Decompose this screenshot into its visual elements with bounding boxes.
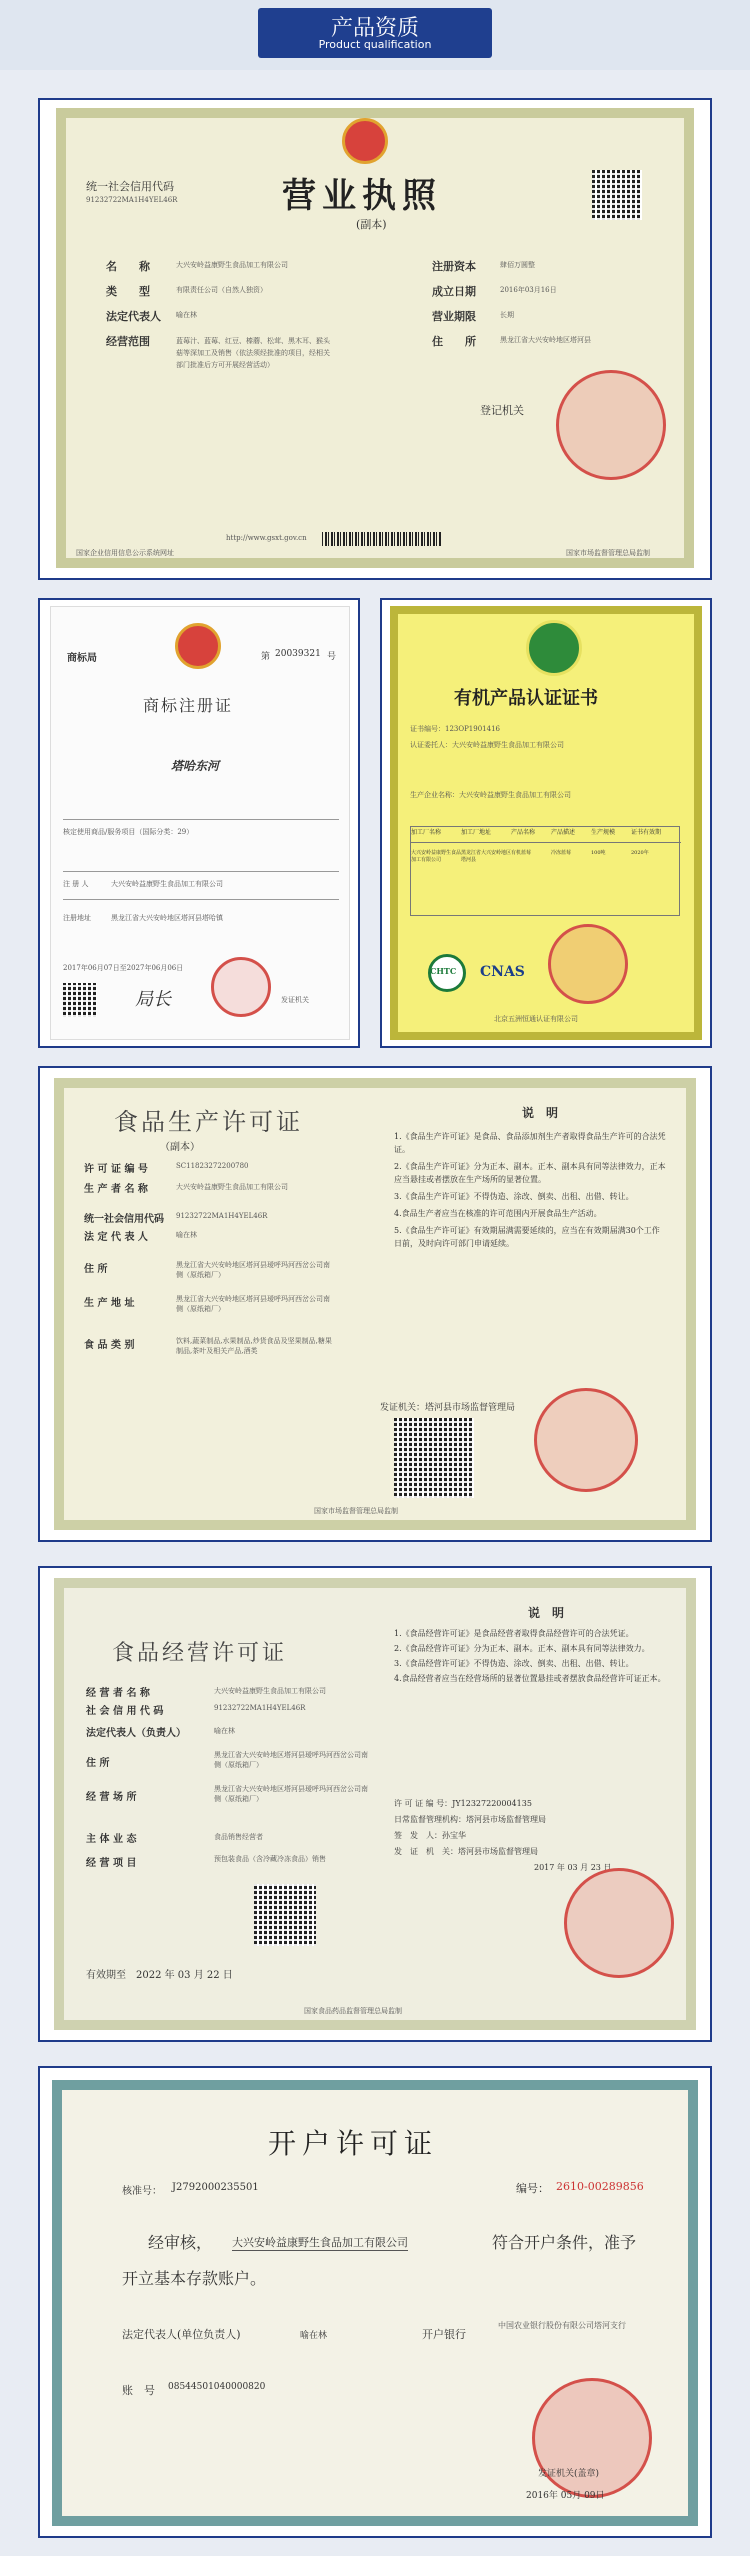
barcode <box>322 532 442 546</box>
organic-td: 冷冻蓝莓 <box>551 850 572 856</box>
business-row-label: 主 体 业 态 <box>86 1834 137 1845</box>
business-notes <box>394 1628 666 1685</box>
divider <box>63 871 339 872</box>
license-name-label: 名 称 <box>106 260 150 273</box>
bank-approval-value: J2792000235501 <box>172 2182 259 2193</box>
production-license <box>54 1078 696 1530</box>
production-note: 4.食品生产者应当在核准的许可范围内开展食品生产活动。 <box>394 1209 602 1218</box>
bank-seal <box>532 2378 652 2498</box>
trademark-emblem <box>175 623 221 669</box>
production-row-value: 黑龙江省大兴安岭地区塔河县瑷呼玛河西岔公司南侧（原纸箱厂） <box>176 1295 330 1313</box>
business-row-label: 住 所 <box>86 1758 110 1769</box>
production-row-label: 生 产 者 名 称 <box>84 1184 148 1195</box>
organic-td: 有机蓝莓 <box>511 850 532 856</box>
business-row-value: 预包装食品（含冷藏冷冻食品）销售 <box>214 1855 326 1863</box>
trademark-number-label: 第 <box>261 652 271 662</box>
trademark-reg-value: 大兴安岭益康野生食品加工有限公司 <box>111 880 223 888</box>
license-date-value: 2016年03月16日 <box>500 286 557 294</box>
bank-body-post: 符合开户条件，准予 <box>492 2233 637 2252</box>
production-row-value: SC11823272200780 <box>176 1162 249 1170</box>
production-row-value: 喻在林 <box>176 1231 197 1239</box>
production-row-label: 法 定 代 表 人 <box>84 1232 148 1243</box>
organic-seal <box>548 924 628 1004</box>
bank-acct-value: 085445010400008​20 <box>168 2382 266 2392</box>
production-row-value: 黑龙江省大兴安岭地区塔河县瑷呼玛河西岔公司南侧（原纸箱厂） <box>176 1261 330 1279</box>
organic-logo <box>526 620 582 676</box>
trademark-valid: 2017年06月07日至2027年06月06日 <box>63 964 184 972</box>
bank-rep-value: 喻在林 <box>300 2331 328 2341</box>
business-issuer: 签 发 人：孙宝华 <box>394 1831 466 1840</box>
license-qr-code <box>592 170 642 220</box>
license-capital-value: 肆佰万圆整 <box>500 261 535 269</box>
license-footer-url: http://www.gsxt.gov.cn <box>226 534 307 542</box>
production-notes <box>394 1130 666 1250</box>
production-row-value: 大兴安岭益康野生食品加工有限公司 <box>176 1183 288 1191</box>
business-row-label: 经 营 场 所 <box>86 1792 137 1803</box>
credit-code: 91232722MA1H4YEL46R <box>86 196 178 204</box>
organic-title: 有机产品认证证书 <box>454 688 598 709</box>
organic-td: 大兴安岭益康野生食品加工有限公司 <box>411 850 462 863</box>
production-note: 2.《食品生产许可证》分为正本、副本。正本、副本具有同等法律效力，正本应当悬挂或者摆放在生产场所的显著位置。 <box>394 1162 666 1184</box>
organic-certificate <box>390 606 702 1040</box>
production-frame <box>38 1066 712 1542</box>
business-seal <box>564 1868 674 1978</box>
business-license <box>56 108 694 568</box>
bank-bank-value: 中国农业银行股份有限公司塔河支行 <box>498 2321 626 2330</box>
business-permit <box>54 1578 696 2030</box>
trademark-reg-label: 注 册 人 <box>63 880 89 888</box>
organic-table-header <box>411 827 681 843</box>
bank-no-label: 编号： <box>516 2182 549 2195</box>
authority-red-seal <box>556 370 666 480</box>
business-row-label: 经 营 者 名 称 <box>86 1688 150 1699</box>
production-seal <box>534 1388 638 1492</box>
bank-approval-label: 核准号： <box>122 2186 162 2197</box>
business-row-label: 法定代表人（负责人） <box>86 1728 186 1739</box>
organic-cert-no: 证书编号：123OP1901416 <box>410 725 500 733</box>
trademark-addr-value: 黑龙江省大兴安岭地区塔河县塔哈镇 <box>111 914 223 922</box>
national-emblem <box>342 118 388 164</box>
license-capital-label: 注册资本 <box>432 260 476 273</box>
trademark-title: 商标注册证 <box>143 696 234 715</box>
bank-date: 2016年 05月 09日 <box>526 2491 605 2501</box>
license-footer-left: 国家企业信用信息公示系统网址 <box>76 549 174 557</box>
trademark-seal <box>211 957 271 1017</box>
trademark-certificate <box>50 606 350 1040</box>
license-address-label: 住 所 <box>432 335 476 348</box>
business-row-value: 大兴安岭益康野生食品加工有限公司 <box>214 1687 326 1695</box>
business-authority: 发 证 机 关：塔河县市场监督管理局 <box>394 1847 538 1856</box>
business-row-label: 社 会 信 用 代 码 <box>86 1706 164 1717</box>
license-type-value: 有限责任公司（自然人独资） <box>176 286 267 294</box>
section-header <box>0 0 750 70</box>
organic-th: 加工厂地址 <box>461 829 492 836</box>
trademark-issued: 发证机关 <box>281 996 309 1004</box>
bank-body-pre: 经审核， <box>148 2233 213 2252</box>
production-row-label: 生 产 地 址 <box>84 1298 135 1309</box>
trademark-number: 20039321 <box>275 649 321 659</box>
production-row-label: 统一社会信用代码 <box>84 1214 164 1225</box>
business-notes-title: 说 明 <box>528 1606 565 1620</box>
business-row-value: 黑龙江省大兴安岭地区塔河县瑷呼玛河西岔公司南侧（原纸箱厂） <box>214 1751 368 1769</box>
organic-td: 100吨 <box>591 850 606 856</box>
license-rep-value: 喻在林 <box>176 311 197 319</box>
license-term-label: 营业期限 <box>432 310 476 323</box>
organic-table <box>410 826 680 916</box>
business-license-no: 许 可 证 编 号：JY12327220004135 <box>394 1799 532 1808</box>
organic-th: 加工厂名称 <box>411 829 442 836</box>
organic-td: 2020年 <box>631 850 649 856</box>
trademark-qr-code <box>63 983 97 1017</box>
credit-code-label: 统一社会信用代码 <box>86 180 174 193</box>
bank-company: 大兴安岭益康野生食品加工有限公司 <box>232 2236 408 2249</box>
bank-acct-label: 账 号 <box>122 2384 155 2397</box>
trademark-frame <box>38 598 360 1048</box>
business-row-value: 91232722MA1H4YEL46R <box>214 1704 306 1712</box>
organic-holder: 认证委托人：大兴安岭益康野生食品加工有限公司 <box>410 741 564 749</box>
production-title: 食品生产许可证 <box>114 1108 303 1136</box>
trademark-addr-label: 注册地址 <box>63 914 91 922</box>
divider <box>63 819 339 820</box>
business-note: 1.《食品经营许可证》是食品经营者取得食品经营许可的合法凭证。 <box>394 1629 634 1638</box>
production-row-label: 住 所 <box>84 1264 108 1275</box>
cnas-label: CNAS <box>480 964 525 980</box>
bank-no-value: 2610-00289856 <box>556 2180 644 2193</box>
organic-frame <box>380 598 712 1048</box>
production-copy: （副本） <box>160 1142 200 1153</box>
trademark-number-suffix: 号 <box>327 652 337 662</box>
business-note: 2.《食品经营许可证》分为正本、副本。正本、副本具有同等法律效力。 <box>394 1644 650 1653</box>
license-title: 营业执照 <box>282 176 442 216</box>
license-scope-label: 经营范围 <box>106 335 150 348</box>
bank-rep-label: 法定代表人(单位负责人) <box>122 2328 241 2341</box>
production-note: 3.《食品生产许可证》不得伪造、涂改、倒卖、出租、出借、转让。 <box>394 1192 634 1201</box>
header-title: 产品资质 <box>330 16 419 41</box>
business-supervision: 日常监督管理机构：塔河县市场监督管理局 <box>394 1815 546 1824</box>
business-title: 食品经营许可证 <box>112 1641 288 1666</box>
business-row-value: 食品销售经营者 <box>214 1833 263 1841</box>
production-note: 1.《食品生产许可证》是食品、食品添加剂生产者取得食品生产许可的合法凭证。 <box>394 1132 666 1154</box>
license-footer-right: 国家市场监督管理总局监制 <box>566 549 650 557</box>
business-footer: 国家食品药品监督管理总局监制 <box>304 2007 402 2015</box>
organic-table-row <box>411 849 681 863</box>
production-row-value: 91232722MA1H4YEL46R <box>176 1212 268 1220</box>
business-permit-frame <box>38 1566 712 2042</box>
production-row-label: 食 品 类 别 <box>84 1340 135 1351</box>
license-term-value: 长期 <box>500 311 514 319</box>
bank-permit-frame <box>38 2066 712 2538</box>
bank-permit <box>52 2080 698 2526</box>
license-name-value: 大兴安岭益康野生食品加工有限公司 <box>176 261 288 269</box>
business-note: 4.食品经营者应当在经营场所的显著位置悬挂或者摆放食品经营许可证正本。 <box>394 1674 666 1683</box>
business-note: 3.《食品经营许可证》不得伪造、涂改、倒卖、出租、出借、转让。 <box>394 1659 634 1668</box>
business-valid: 有效期至 2022 年 03 月 22 日 <box>86 1970 233 1981</box>
divider <box>63 899 339 900</box>
production-row-value: 饮料,蔬菜制品,水果制品,炒货食品及坚果制品,糖果制品,茶叶及相关产品,酒类 <box>176 1337 332 1355</box>
license-authority: 登记机关 <box>480 404 524 417</box>
production-authority: 发证机关：塔河县市场监督管理局 <box>380 1403 516 1413</box>
license-type-label: 类 型 <box>106 285 150 298</box>
bank-issuer: 发证机关(盖章) <box>538 2469 600 2479</box>
production-footer: 国家市场监督管理总局监制 <box>314 1507 398 1515</box>
license-copy: (副本) <box>356 218 387 231</box>
business-row-label: 经 营 项 目 <box>86 1858 137 1869</box>
license-date-label: 成立日期 <box>432 285 476 298</box>
production-notes-title: 说 明 <box>522 1106 559 1120</box>
bank-bank-label: 开户银行 <box>422 2328 466 2341</box>
production-qr-code <box>394 1418 474 1498</box>
trademark-signature: 局长 <box>135 989 171 1010</box>
production-note: 5.《食品生产许可证》有效期届满需要延续的，应当在有效期届满30个工作日前，及时向许可部门申请延续。 <box>394 1226 660 1248</box>
header-subtitle: Product qualification <box>318 38 432 51</box>
bank-title: 开户许可证 <box>268 2127 439 2160</box>
trademark-goods-label: 核定使用商品/服务项目（国际分类：29） <box>63 828 194 836</box>
business-qr-code <box>254 1884 316 1946</box>
license-address-value: 黑龙江省大兴安岭地区塔河县 <box>500 336 591 344</box>
license-scope-value: 蓝莓汁、蓝莓、红豆、榛蘑、松茸、黑木耳、猴头菇等深加工及销售（依法须经批准的项目，经相关部门批准后方可开展经营活动） <box>176 337 330 369</box>
business-row-value: 黑龙江省大兴安岭地区塔河县瑷呼玛河西岔公司南侧（原纸箱厂） <box>214 1785 368 1803</box>
business-row-value: 喻在林 <box>214 1727 235 1735</box>
bank-body-line2: 开立基本存款账户。 <box>122 2269 267 2288</box>
business-license-frame <box>38 98 712 580</box>
business-date: 2017 年 03 月 23 日 <box>534 1863 612 1872</box>
organic-th: 证书有效期 <box>631 829 662 836</box>
trademark-mark: 塔哈东河 <box>171 759 220 773</box>
header-badge <box>258 8 492 58</box>
license-rep-label: 法定代表人 <box>106 310 161 323</box>
organic-producer: 生产企业名称：大兴安岭益康野生食品加工有限公司 <box>410 791 571 799</box>
organic-issuer: 北京五洲恒通认证有限公司 <box>494 1015 578 1023</box>
trademark-office-logo: 商标局 <box>67 653 97 664</box>
organic-th: 产品描述 <box>551 829 576 836</box>
chtc-label: CHTC <box>430 966 457 976</box>
organic-td: 黑龙江省大兴安岭地区塔河县 <box>461 850 512 863</box>
organic-th: 生产规模 <box>591 829 616 836</box>
organic-th: 产品名称 <box>511 829 536 836</box>
production-row-label: 许 可 证 编 号 <box>84 1164 148 1175</box>
